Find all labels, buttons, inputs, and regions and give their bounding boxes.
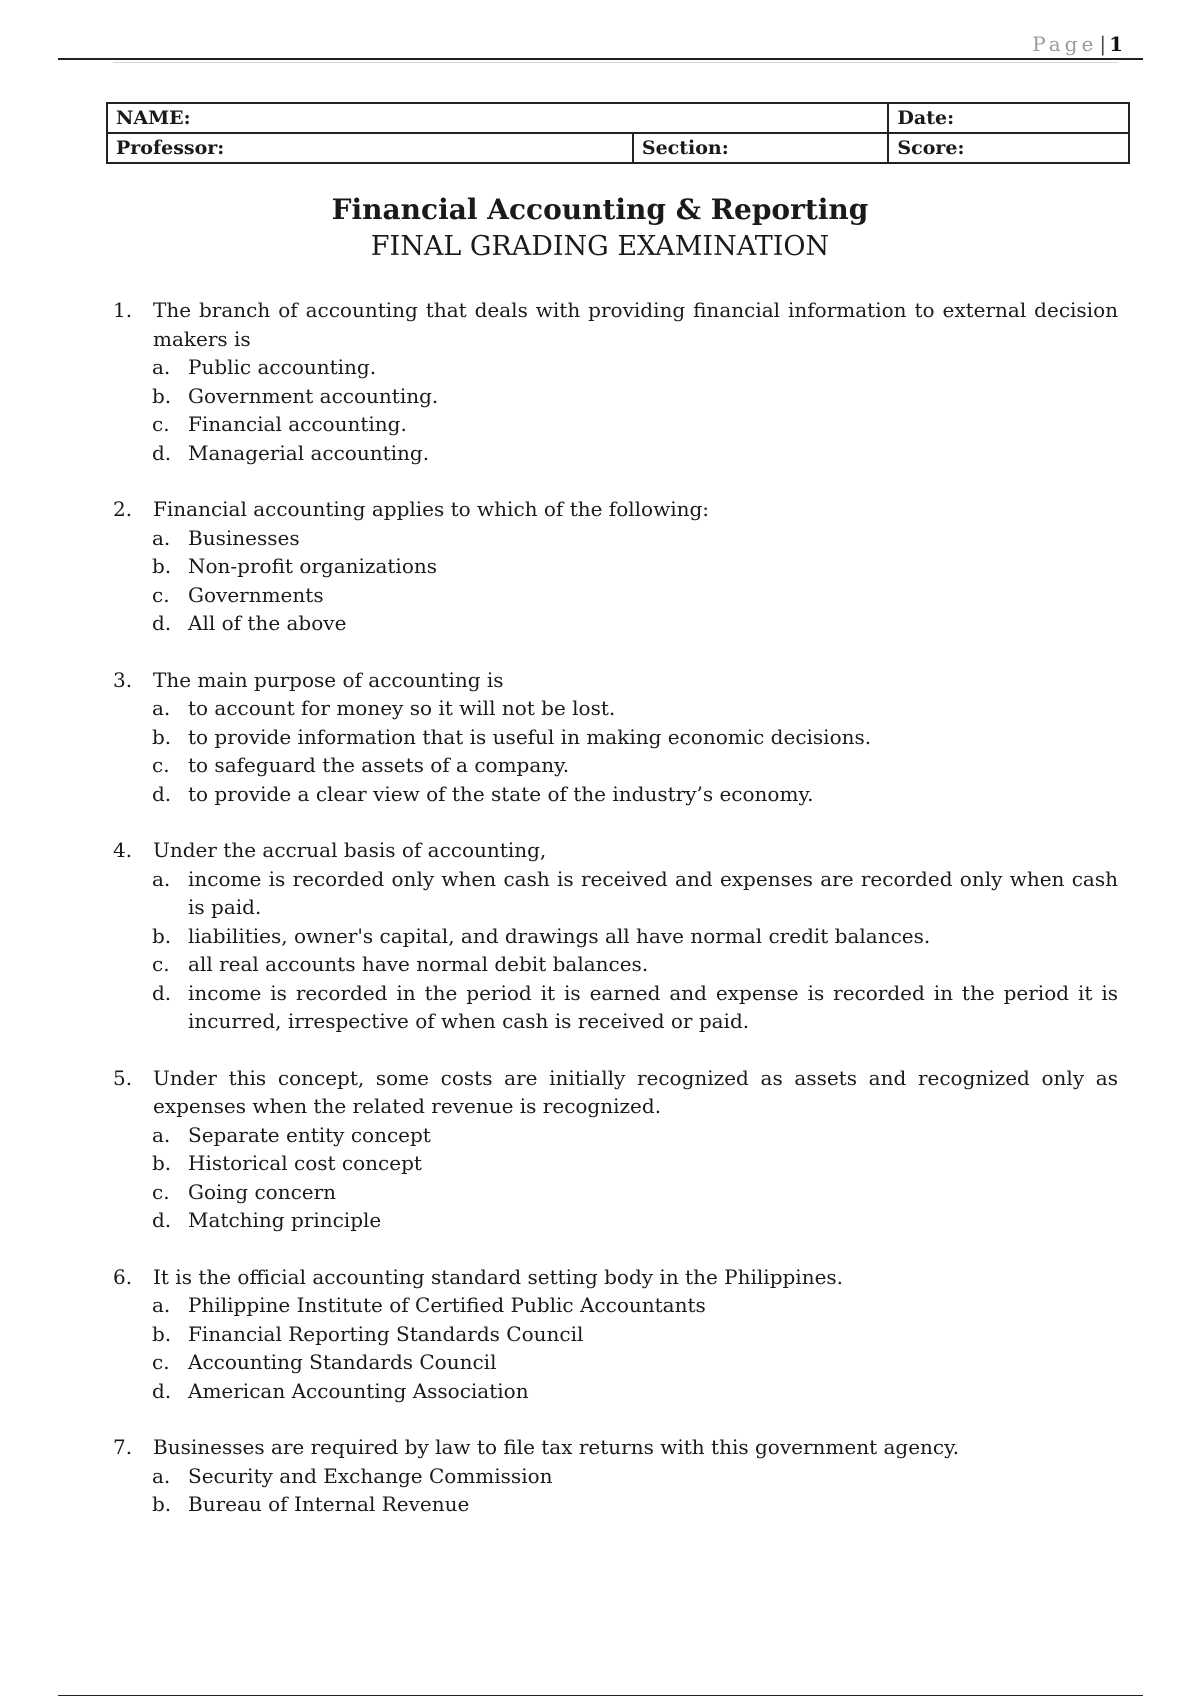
page-number: 1 (1109, 32, 1123, 56)
option-text: income is recorded only when cash is received and expenses are recorded only when cash is paid. (188, 866, 1118, 919)
answer-option (152, 1320, 1118, 1349)
question-stem (113, 1064, 1118, 1121)
answer-option (152, 865, 1118, 922)
question-text: Under this concept, some costs are initially recognized as assets and recognized only as expenses when the related revenue is recognized. (153, 1065, 1118, 1118)
option-letter: b. (152, 1321, 172, 1346)
question-number: 4. (113, 838, 133, 862)
answer-option (152, 950, 1118, 979)
option-letter: c. (152, 412, 170, 436)
question-stem (113, 1433, 1118, 1462)
option-text: Public accounting. (188, 355, 377, 379)
question-stem (113, 1263, 1118, 1292)
question-number: 5. (113, 1065, 133, 1090)
question-text: It is the official accounting standard setting body in the Philippines. (153, 1264, 844, 1289)
answer-option (152, 552, 1118, 581)
score-cell: Score: (888, 133, 1129, 163)
question-stem (113, 495, 1118, 524)
professor-cell: Professor: (107, 133, 633, 163)
option-letter: b. (152, 383, 172, 408)
answer-option (152, 1462, 1118, 1491)
option-text: American Accounting Association (188, 1378, 529, 1403)
answer-option (152, 751, 1118, 780)
option-letter: c. (152, 952, 170, 976)
question-number: 7. (113, 1435, 133, 1459)
option-letter: d. (152, 1378, 172, 1403)
answer-options (152, 1462, 1118, 1519)
option-text: Historical cost concept (188, 1151, 422, 1175)
option-text: to provide information that is useful in making economic decisions. (188, 724, 872, 749)
option-text: to provide a clear view of the state of the industry’s economy. (188, 781, 814, 806)
answer-option (152, 1206, 1118, 1235)
answer-option (152, 410, 1118, 439)
question-item (113, 1263, 1118, 1406)
option-text: Businesses (188, 525, 300, 550)
question-text: Financial accounting applies to which of the following: (153, 497, 710, 521)
answer-option (152, 1490, 1118, 1519)
option-letter: c. (152, 1179, 170, 1204)
option-letter: c. (152, 582, 170, 607)
question-number: 6. (113, 1264, 133, 1289)
answer-option (152, 439, 1118, 468)
option-text: Government accounting. (188, 383, 439, 408)
option-letter: a. (152, 1122, 171, 1147)
question-item (113, 666, 1118, 809)
question-item (113, 495, 1118, 638)
answer-options (152, 865, 1118, 1036)
answer-option (152, 609, 1118, 638)
info-row-2 (107, 133, 1129, 163)
student-info-table (106, 102, 1130, 164)
option-text: all real accounts have normal debit balances. (188, 952, 649, 976)
question-list (113, 296, 1118, 1547)
page-separator: | (1099, 32, 1107, 56)
question-stem (113, 836, 1118, 865)
option-letter: a. (152, 1463, 171, 1488)
exam-subject-title: Financial Accounting & Reporting (331, 193, 869, 226)
answer-option (152, 1178, 1118, 1207)
question-number: 1. (113, 298, 133, 322)
answer-option (152, 1291, 1118, 1320)
option-letter: b. (152, 923, 172, 948)
section-cell: Section: (633, 133, 889, 163)
answer-option (152, 1149, 1118, 1178)
question-text: The main purpose of accounting is (153, 667, 504, 692)
question-number: 2. (113, 497, 133, 521)
option-letter: c. (152, 1350, 170, 1374)
option-text: Financial accounting. (188, 412, 407, 436)
question-number: 3. (113, 667, 133, 692)
option-letter: a. (152, 696, 171, 720)
footer-divider (58, 1695, 1143, 1696)
answer-option (152, 922, 1118, 951)
option-text: income is recorded in the period it is earned and expense is recorded in the period it is incurred, irrespective of when cash is received or paid. (188, 980, 1118, 1033)
question-item (113, 296, 1118, 467)
option-letter: d. (152, 1208, 172, 1232)
answer-option (152, 1348, 1118, 1377)
option-text: Governments (188, 582, 324, 607)
option-letter: d. (152, 440, 172, 465)
answer-option (152, 694, 1118, 723)
option-letter: a. (152, 525, 171, 550)
info-row-1 (107, 103, 1129, 133)
answer-option (152, 1121, 1118, 1150)
date-cell: Date: (888, 103, 1129, 133)
option-text: All of the above (188, 611, 347, 635)
question-text: The branch of accounting that deals with providing financial information to external decision makers is (153, 298, 1118, 351)
answer-option (152, 353, 1118, 382)
question-stem (113, 666, 1118, 695)
answer-options (152, 1121, 1118, 1235)
option-text: Philippine Institute of Certified Public Accountants (188, 1293, 706, 1317)
question-stem (113, 296, 1118, 353)
option-letter: b. (152, 724, 172, 749)
header-divider (113, 62, 1118, 63)
question-item (113, 836, 1118, 1036)
answer-options (152, 694, 1118, 808)
answer-option (152, 979, 1118, 1036)
option-text: liabilities, owner's capital, and drawings all have normal credit balances. (188, 923, 931, 948)
option-letter: b. (152, 1151, 172, 1175)
answer-option (152, 382, 1118, 411)
name-cell: NAME: (107, 103, 888, 133)
option-text: to safeguard the assets of a company. (188, 753, 570, 777)
answer-option (152, 780, 1118, 809)
option-text: Separate entity concept (188, 1122, 431, 1147)
answer-option (152, 581, 1118, 610)
option-letter: d. (152, 781, 172, 806)
option-text: Accounting Standards Council (188, 1350, 497, 1374)
answer-option (152, 524, 1118, 553)
page-word: Page (1032, 32, 1098, 56)
option-letter: b. (152, 554, 172, 578)
option-letter: b. (152, 1492, 172, 1516)
option-text: Bureau of Internal Revenue (188, 1492, 470, 1516)
option-text: Matching principle (188, 1208, 382, 1232)
answer-options (152, 353, 1118, 467)
answer-options (152, 1291, 1118, 1405)
page-header (58, 28, 1143, 60)
page-number-label (1032, 32, 1123, 56)
question-text: Under the accrual basis of accounting, (153, 838, 547, 862)
exam-title: FINAL GRADING EXAMINATION (370, 231, 830, 262)
option-letter: d. (152, 611, 172, 635)
option-letter: d. (152, 980, 172, 1005)
option-text: Non-profit organizations (188, 554, 438, 578)
option-text: Going concern (188, 1179, 337, 1204)
answer-option (152, 1377, 1118, 1406)
option-text: Security and Exchange Commission (188, 1463, 553, 1488)
answer-option (152, 723, 1118, 752)
question-text: Businesses are required by law to file tax returns with this government agency. (153, 1435, 960, 1459)
option-text: Financial Reporting Standards Council (188, 1321, 584, 1346)
option-letter: a. (152, 866, 171, 891)
question-item (113, 1064, 1118, 1235)
option-letter: c. (152, 753, 170, 777)
option-letter: a. (152, 1293, 171, 1317)
option-letter: a. (152, 355, 171, 379)
answer-options (152, 524, 1118, 638)
question-item (113, 1433, 1118, 1519)
option-text: Managerial accounting. (188, 440, 430, 465)
option-text: to account for money so it will not be lost. (188, 696, 616, 720)
